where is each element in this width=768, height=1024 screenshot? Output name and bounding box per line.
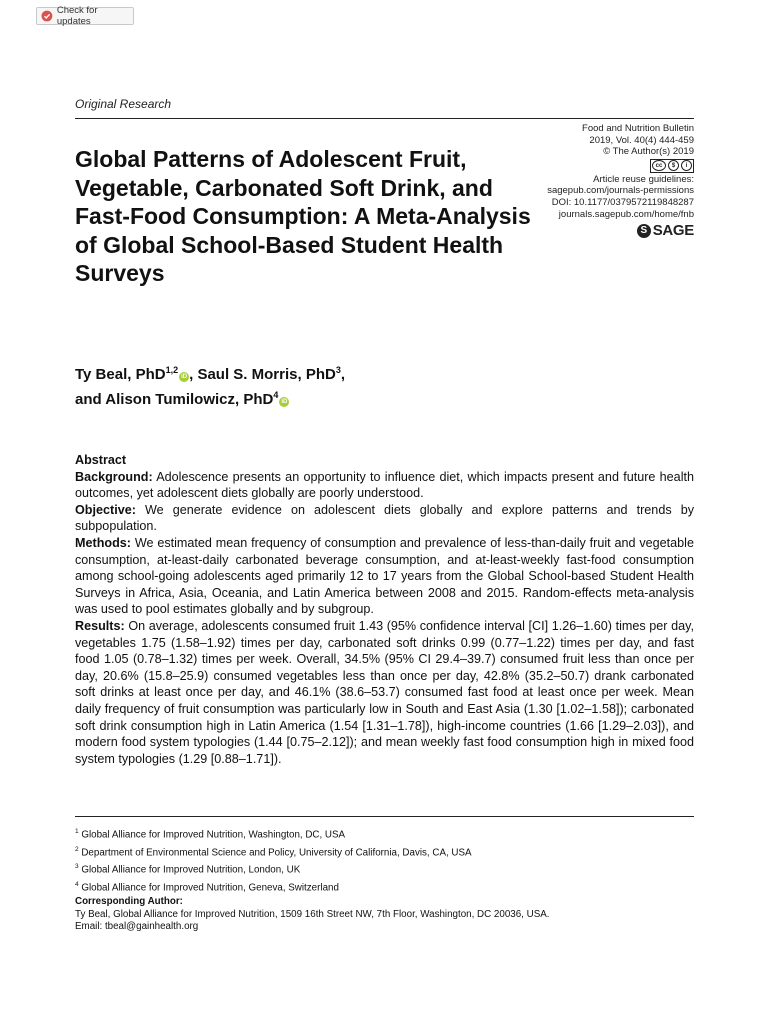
cc-by-nc-icon: cc $ i — [650, 159, 694, 173]
sage-logo-icon: S — [637, 224, 651, 238]
journal-name: Food and Nutrition Bulletin — [582, 123, 694, 134]
abstract-results: Results: On average, adolescents consumed fruit 1.43 (95% confidence interval [CI] 1.26–1.60) times per day, vegetables 1.75 (1.58–1.92) times per day, carbonated soft drinks 0.99 (0.77–1.22) times per day, and fast food 1.05 (0.78–1.32) times per week. Overall, 34.5% (95% CI 29.4–39.7) consumed fruit less than once per day, 20.6% (15.8–25.9) consumed vegetables less than once per day, 42.8% (35.2–50.7) drank carbonated soft drinks at least once per day, and 46.1% (38.6–53.7) consumed fast food at least once per week. Mean daily frequency of fruit consumption was particularly low in South and East Asia (1.30 [1.02–1.58]); carbonated soft drink consumption high in Latin America (1.54 [1.31–1.78]), high-income countries (1.66 [1.29–2.03]), and modern food system typologies (1.44 [0.75–2.12]); and mean weekly fast food consumption high in mixed food system typologies (1.29 [0.88–1.71]). — [75, 618, 694, 766]
affiliation-2: $^2$ Department of Environmental Science and Policy, University of California, Davis, CA, USA — [75, 845, 472, 858]
abstract-objective: Objective: We generate evidence on adolescent diets globally and explore patterns and trends by subpopulation. — [75, 502, 694, 534]
author-list: Ty Beal, PhD$^{1,2}$iD , Saul S. Morris, PhD$^3$, and Alison Tumilowicz, PhD$^4$iD — [75, 365, 346, 408]
check-for-updates-icon — [41, 10, 53, 22]
journal-volume: 2019, Vol. 40(4) 444-459 — [589, 134, 694, 146]
header-rule — [75, 118, 694, 119]
abstract — [75, 452, 694, 767]
check-for-updates-label: Check for updates — [56, 5, 98, 27]
affiliation-3: $^3$ Global Alliance for Improved Nutrition, London, UK — [75, 863, 301, 876]
affiliation-1: $^1$ Global Alliance for Improved Nutrition, Washington, DC, USA — [75, 828, 346, 841]
corresponding-author — [75, 896, 694, 934]
author-1: Ty Beal, PhD$^{1,2}$ — [75, 365, 179, 383]
abstract-heading: Abstract — [75, 453, 127, 467]
check-for-updates-badge[interactable] — [36, 7, 134, 25]
section-label: Original Research — [75, 97, 172, 111]
orcid-icon[interactable]: iD — [281, 399, 288, 405]
corresponding-email[interactable]: Email: tbeal@gainhealth.org — [75, 921, 199, 932]
abstract-background: Background: Adolescence presents an opportunity to influence diet, which impacts present and future health outcomes, yet adolescent diets globally are poorly understood. — [75, 469, 694, 501]
affiliations — [75, 825, 694, 895]
journal-copyright: © The Author(s) 2019 — [603, 146, 694, 158]
reuse-link[interactable]: sagepub.com/journals-permissions — [547, 185, 694, 197]
orcid-icon[interactable]: iD — [181, 374, 188, 380]
journal-homepage[interactable]: journals.sagepub.com/home/fnb — [558, 208, 694, 220]
article-title: Global Patterns of Adolescent Fruit, Vegetable, Carbonated Soft Drink, and Fast-Food Consumption: A Meta-Analysis of Global School-Based Student Health Surveys — [75, 146, 531, 286]
abstract-methods: Methods: We estimated mean frequency of consumption and prevalence of less-than-daily fruit and vegetable consumption, at-least-daily carbonated beverage consumption, and at-least-weekly fast-food consumption among school-going adolescents aged primarily 12 to 17 years from the Global School-based Student Health Surveys in Africa, Asia, Oceania, and Latin America between 2008 and 2015. Random-effects meta-analysis was used to pool estimates globally and by subgroup. — [75, 535, 694, 617]
footnote-rule — [75, 816, 694, 817]
publisher-name: SAGE — [652, 222, 694, 240]
corresponding-heading: Corresponding Author: — [75, 896, 183, 907]
corresponding-address: Ty Beal, Global Alliance for Improved Nutrition, 1509 16th Street NW, 7th Floor, Washington, DC 20036, USA. — [75, 908, 550, 920]
doi[interactable]: DOI: 10.1177/0379572119848287 — [551, 196, 694, 208]
author-3: and Alison Tumilowicz, PhD$^4$ — [75, 390, 279, 408]
reuse-label: Article reuse guidelines: — [593, 173, 694, 185]
affiliation-4: $^4$ Global Alliance for Improved Nutrition, Geneva, Switzerland — [75, 880, 339, 893]
author-2: Saul S. Morris, PhD$^3$ — [197, 365, 341, 383]
sage-logo — [637, 224, 694, 238]
